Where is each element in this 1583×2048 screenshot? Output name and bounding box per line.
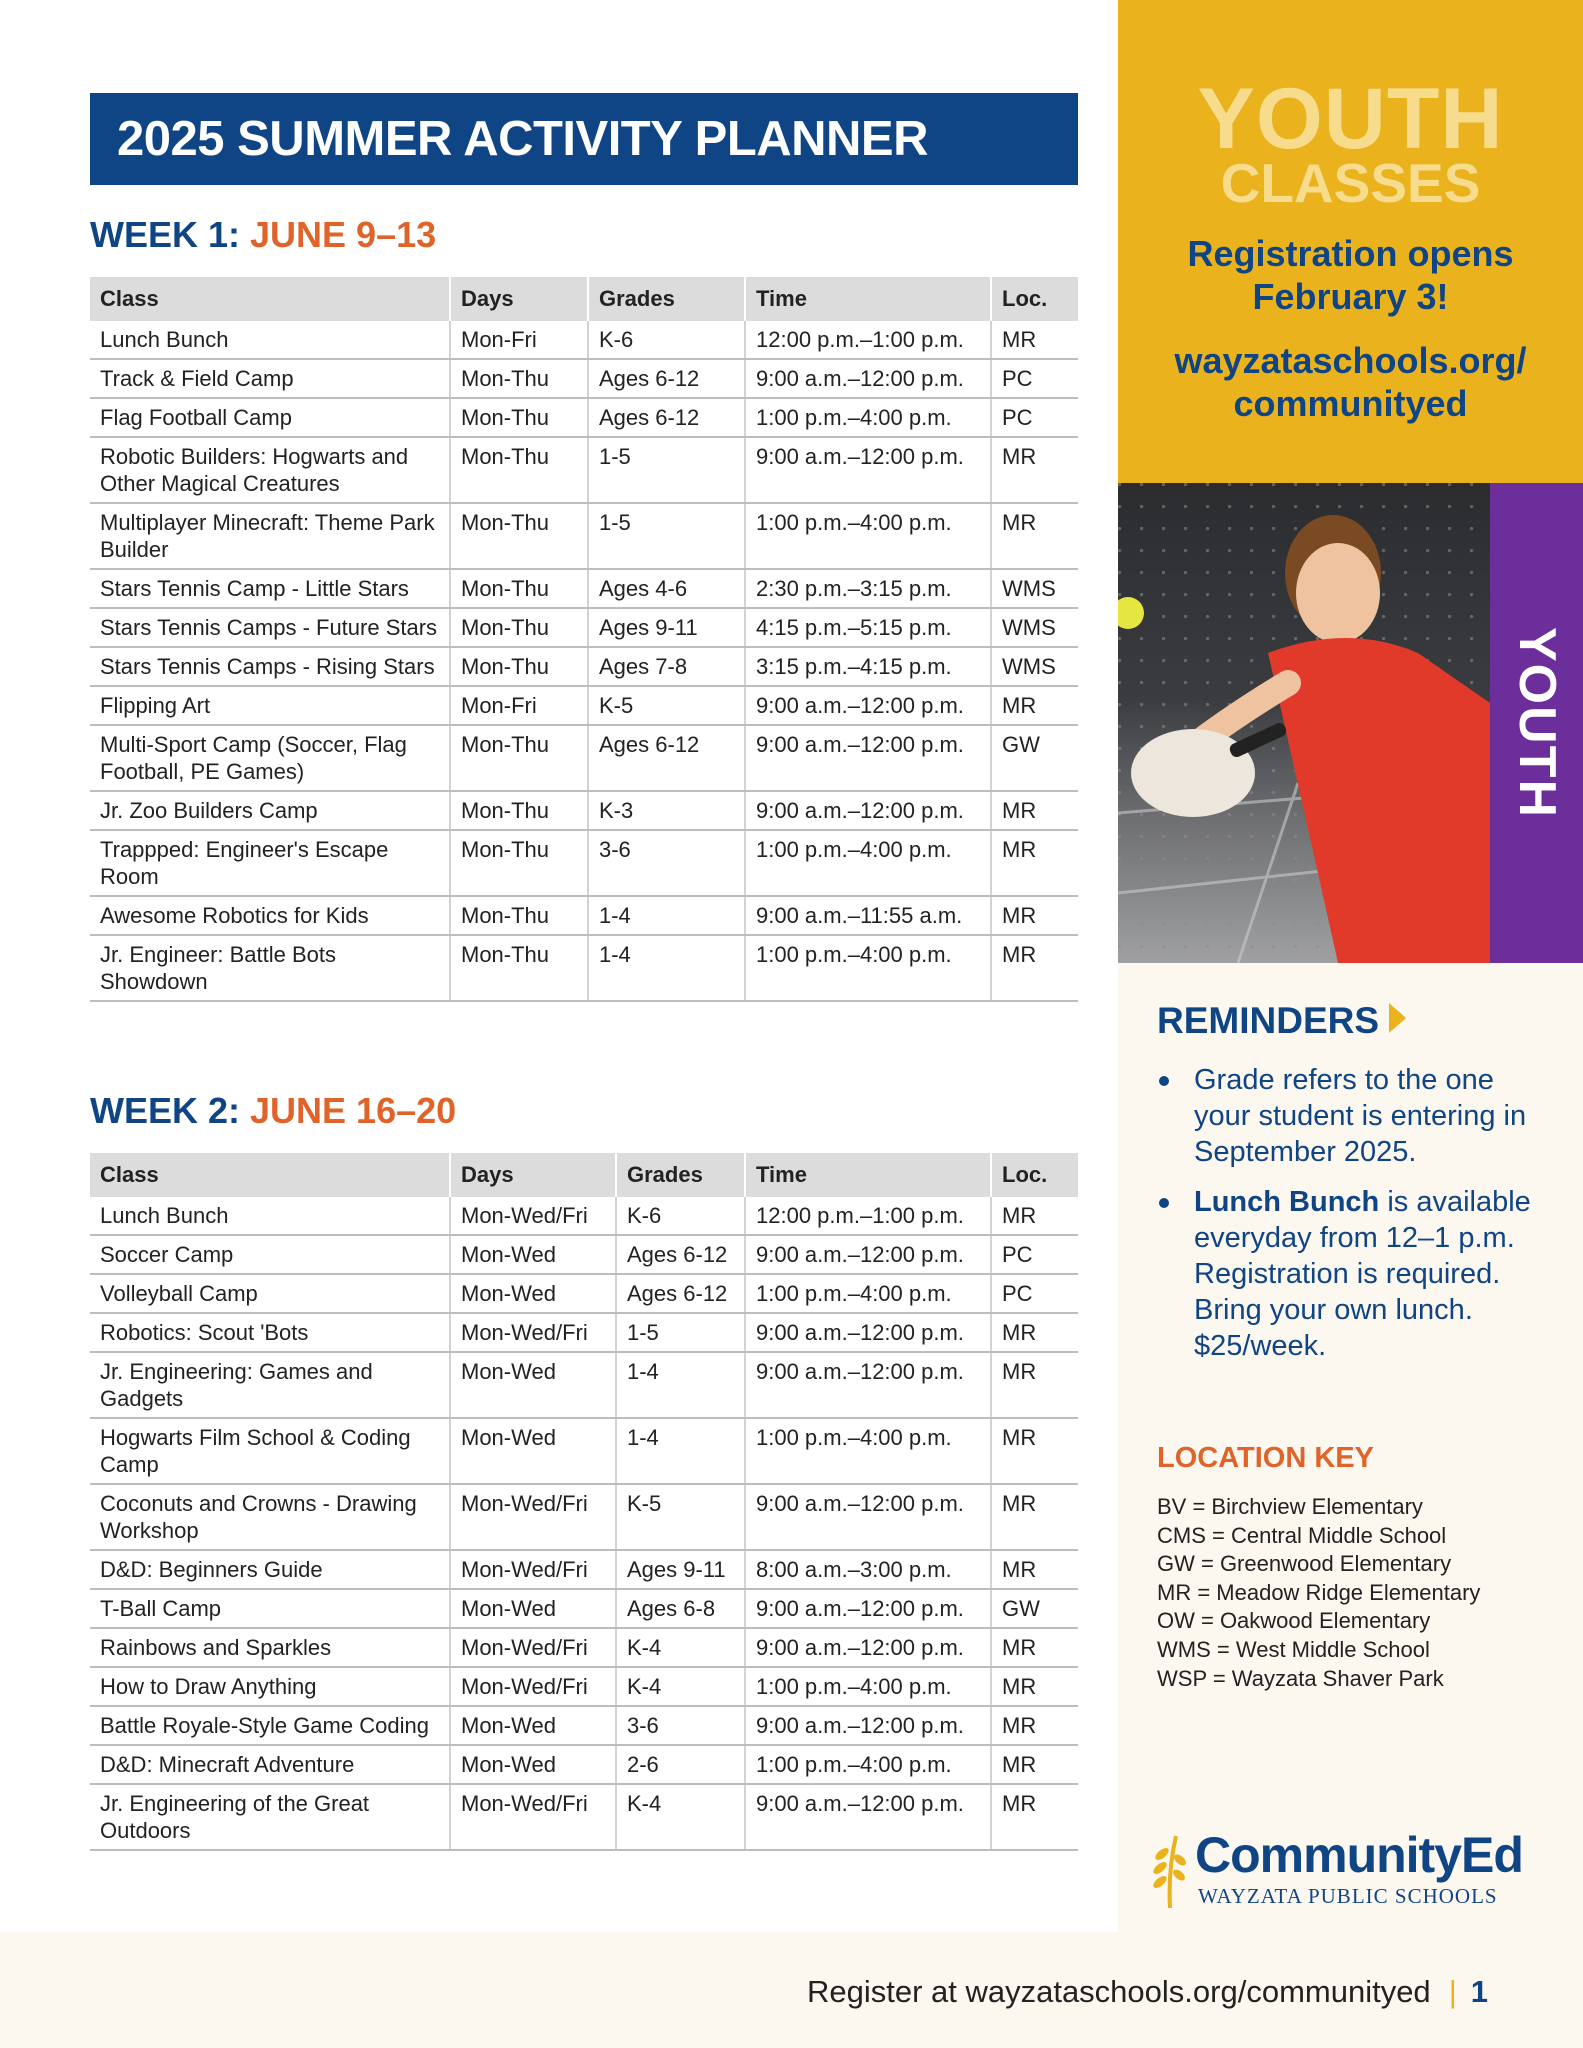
- location-item: CMS = Central Middle School: [1157, 1522, 1447, 1548]
- cell-time: 9:00 a.m.–12:00 p.m.: [745, 1352, 991, 1418]
- cell-grades: Ages 6-12: [588, 725, 745, 791]
- cell-class: How to Draw Anything: [90, 1667, 450, 1706]
- cell-class: Flag Football Camp: [90, 398, 450, 437]
- cell-grades: K-4: [616, 1667, 745, 1706]
- cell-grades: Ages 9-11: [588, 608, 745, 647]
- cell-days: Mon-Thu: [450, 437, 588, 503]
- week2-label: WEEK 2:: [90, 1090, 251, 1131]
- table-row: [90, 1235, 1078, 1274]
- cell-loc: MR: [991, 437, 1078, 503]
- location-item: WSP = Wayzata Shaver Park: [1157, 1665, 1444, 1691]
- location-key-heading: LOCATION KEY: [1157, 1442, 1374, 1474]
- cell-time: 9:00 a.m.–12:00 p.m.: [745, 686, 991, 725]
- cell-class: Jr. Engineering of the Great Outdoors: [90, 1784, 450, 1850]
- cell-class: Awesome Robotics for Kids: [90, 896, 450, 935]
- registration-url[interactable]: [1118, 339, 1583, 425]
- cell-time: 12:00 p.m.–1:00 p.m.: [745, 1197, 991, 1235]
- cell-grades: Ages 6-12: [588, 359, 745, 398]
- cell-class: Robotics: Scout 'Bots: [90, 1313, 450, 1352]
- reminders-list: [1157, 1062, 1557, 1378]
- table-header-row: [90, 1153, 1078, 1197]
- cell-days: Mon-Thu: [450, 647, 588, 686]
- cell-loc: PC: [991, 1235, 1078, 1274]
- table-row: [90, 1274, 1078, 1313]
- table-row: [90, 830, 1078, 896]
- table-row: [90, 569, 1078, 608]
- cell-grades: 2-6: [616, 1745, 745, 1784]
- table-row: [90, 686, 1078, 725]
- table-row: [90, 647, 1078, 686]
- youth-classes-panel: [1118, 0, 1583, 483]
- cell-grades: Ages 7-8: [588, 647, 745, 686]
- cell-days: Mon-Thu: [450, 896, 588, 935]
- cell-class: Hogwarts Film School & Coding Camp: [90, 1418, 450, 1484]
- location-key-list: [1157, 1493, 1480, 1693]
- cell-class: Stars Tennis Camp - Little Stars: [90, 569, 450, 608]
- url-line-1: wayzataschools.org/: [1174, 340, 1527, 381]
- cell-days: Mon-Wed/Fri: [450, 1484, 616, 1550]
- cell-class: Stars Tennis Camps - Future Stars: [90, 608, 450, 647]
- reminders-title: REMINDERS: [1157, 1000, 1380, 1041]
- table-row: [90, 725, 1078, 791]
- table-row: [90, 896, 1078, 935]
- cell-time: 9:00 a.m.–12:00 p.m.: [745, 359, 991, 398]
- cell-grades: K-5: [588, 686, 745, 725]
- community-ed-logo: [1148, 1826, 1548, 1916]
- cell-loc: MR: [991, 1550, 1078, 1589]
- cell-loc: PC: [991, 1274, 1078, 1313]
- ball-icon: [1118, 597, 1144, 629]
- week1-table: [90, 277, 1078, 1002]
- cell-class: Volleyball Camp: [90, 1274, 450, 1313]
- table-row: [90, 935, 1078, 1001]
- cell-time: 3:15 p.m.–4:15 p.m.: [745, 647, 991, 686]
- location-item: WMS = West Middle School: [1157, 1636, 1430, 1662]
- cell-loc: MR: [991, 1313, 1078, 1352]
- location-item: MR = Meadow Ridge Elementary: [1157, 1579, 1481, 1605]
- cell-days: Mon-Thu: [450, 791, 588, 830]
- cell-days: Mon-Wed/Fri: [450, 1667, 616, 1706]
- cell-days: Mon-Wed: [450, 1589, 616, 1628]
- cell-time: 9:00 a.m.–12:00 p.m.: [745, 1484, 991, 1550]
- table-row: [90, 1784, 1078, 1850]
- pickleball-player-illustration: [1118, 483, 1490, 963]
- col-header-time: Time: [745, 277, 991, 321]
- table-row: [90, 1484, 1078, 1550]
- cell-grades: Ages 4-6: [588, 569, 745, 608]
- cell-loc: MR: [991, 896, 1078, 935]
- cell-days: Mon-Wed: [450, 1706, 616, 1745]
- cell-loc: MR: [991, 1784, 1078, 1850]
- table-row: [90, 608, 1078, 647]
- cell-time: 9:00 a.m.–12:00 p.m.: [745, 437, 991, 503]
- youth-tab-label: YOUTH: [1507, 627, 1566, 819]
- cell-days: Mon-Wed: [450, 1274, 616, 1313]
- cell-loc: MR: [991, 1197, 1078, 1235]
- cell-time: 9:00 a.m.–12:00 p.m.: [745, 791, 991, 830]
- list-item: [1157, 1062, 1557, 1170]
- table-row: [90, 791, 1078, 830]
- cell-days: Mon-Wed/Fri: [450, 1313, 616, 1352]
- cell-loc: MR: [991, 791, 1078, 830]
- cell-time: 1:00 p.m.–4:00 p.m.: [745, 1667, 991, 1706]
- cell-time: 12:00 p.m.–1:00 p.m.: [745, 321, 991, 359]
- cell-loc: MR: [991, 321, 1078, 359]
- cell-days: Mon-Thu: [450, 725, 588, 791]
- logo-name: CommunityEd: [1195, 1827, 1523, 1883]
- cell-grades: 1-5: [588, 503, 745, 569]
- reminders-heading: [1157, 1000, 1406, 1042]
- cell-class: Flipping Art: [90, 686, 450, 725]
- cell-grades: Ages 6-8: [616, 1589, 745, 1628]
- cell-days: Mon-Wed: [450, 1745, 616, 1784]
- cell-grades: 3-6: [616, 1706, 745, 1745]
- col-header-days: Days: [450, 1153, 616, 1197]
- cell-days: Mon-Wed: [450, 1352, 616, 1418]
- cell-time: 9:00 a.m.–12:00 p.m.: [745, 1628, 991, 1667]
- cell-loc: MR: [991, 935, 1078, 1001]
- cell-loc: MR: [991, 1484, 1078, 1550]
- cell-class: D&D: Minecraft Adventure: [90, 1745, 450, 1784]
- cell-time: 1:00 p.m.–4:00 p.m.: [745, 398, 991, 437]
- table-row: [90, 398, 1078, 437]
- cell-class: Trappped: Engineer's Escape Room: [90, 830, 450, 896]
- page-number: 1: [1470, 1974, 1488, 2009]
- cell-loc: MR: [991, 1706, 1078, 1745]
- table-row: [90, 1745, 1078, 1784]
- cell-time: 9:00 a.m.–11:55 a.m.: [745, 896, 991, 935]
- cell-class: Jr. Zoo Builders Camp: [90, 791, 450, 830]
- registration-text: Registration opens February 3!: [1187, 233, 1514, 317]
- cell-class: T-Ball Camp: [90, 1589, 450, 1628]
- cell-days: Mon-Wed: [450, 1235, 616, 1274]
- cell-class: Battle Royale-Style Game Coding: [90, 1706, 450, 1745]
- cell-grades: Ages 9-11: [616, 1550, 745, 1589]
- footer-text: [807, 1974, 1488, 2010]
- cell-loc: WMS: [991, 569, 1078, 608]
- cell-loc: MR: [991, 686, 1078, 725]
- footer-separator: |: [1448, 1974, 1457, 2009]
- page-title: 2025 SUMMER ACTIVITY PLANNER: [90, 93, 1078, 185]
- table-header-row: [90, 277, 1078, 321]
- col-header-grades: Grades: [616, 1153, 745, 1197]
- cell-time: 9:00 a.m.–12:00 p.m.: [745, 1235, 991, 1274]
- cell-days: Mon-Thu: [450, 935, 588, 1001]
- cell-time: 2:30 p.m.–3:15 p.m.: [745, 569, 991, 608]
- cell-time: 1:00 p.m.–4:00 p.m.: [745, 935, 991, 1001]
- table-row: [90, 1628, 1078, 1667]
- registration-notice: [1118, 232, 1583, 318]
- week1-dates: JUNE 9–13: [250, 214, 437, 255]
- cell-loc: MR: [991, 1628, 1078, 1667]
- cell-grades: 1-4: [588, 896, 745, 935]
- cell-class: Track & Field Camp: [90, 359, 450, 398]
- table-row: [90, 437, 1078, 503]
- cell-grades: 1-4: [616, 1352, 745, 1418]
- bullet-icon: [1159, 1198, 1169, 1208]
- cell-days: Mon-Fri: [450, 686, 588, 725]
- location-item: BV = Birchview Elementary: [1157, 1494, 1423, 1519]
- cell-loc: PC: [991, 398, 1078, 437]
- classes-heading: CLASSES: [1220, 152, 1481, 214]
- cell-class: Coconuts and Crowns - Drawing Workshop: [90, 1484, 450, 1550]
- cell-grades: 1-4: [588, 935, 745, 1001]
- cell-grades: K-3: [588, 791, 745, 830]
- wheat-icon: [1148, 1830, 1188, 1910]
- cell-class: Rainbows and Sparkles: [90, 1628, 450, 1667]
- cell-class: Stars Tennis Camps - Rising Stars: [90, 647, 450, 686]
- cell-time: 1:00 p.m.–4:00 p.m.: [745, 830, 991, 896]
- cell-time: 4:15 p.m.–5:15 p.m.: [745, 608, 991, 647]
- url-line-2: communityed: [1233, 383, 1468, 424]
- cell-loc: PC: [991, 359, 1078, 398]
- cell-time: 1:00 p.m.–4:00 p.m.: [745, 1274, 991, 1313]
- table-row: [90, 1352, 1078, 1418]
- cell-days: Mon-Fri: [450, 321, 588, 359]
- cell-time: 9:00 a.m.–12:00 p.m.: [745, 725, 991, 791]
- cell-loc: MR: [991, 503, 1078, 569]
- cell-class: Jr. Engineer: Battle Bots Showdown: [90, 935, 450, 1001]
- cell-grades: K-5: [616, 1484, 745, 1550]
- cell-grades: 1-5: [588, 437, 745, 503]
- cell-loc: MR: [991, 1667, 1078, 1706]
- cell-class: Lunch Bunch: [90, 321, 450, 359]
- cell-grades: K-4: [616, 1784, 745, 1850]
- cell-days: Mon-Thu: [450, 398, 588, 437]
- youth-side-tab: [1490, 483, 1583, 963]
- cell-time: 9:00 a.m.–12:00 p.m.: [745, 1589, 991, 1628]
- footer-register-link[interactable]: Register at wayzataschools.org/communityed: [806, 1974, 1431, 2009]
- table-row: [90, 1550, 1078, 1589]
- table-row: [90, 1418, 1078, 1484]
- cell-loc: WMS: [991, 647, 1078, 686]
- cell-days: Mon-Thu: [450, 359, 588, 398]
- cell-days: Mon-Thu: [450, 830, 588, 896]
- table-row: [90, 1667, 1078, 1706]
- list-item: [1157, 1184, 1557, 1364]
- reminder-lunch-bold: Lunch Bunch: [1194, 1186, 1380, 1218]
- week1-heading: [90, 214, 436, 256]
- cell-days: Mon-Thu: [450, 569, 588, 608]
- cell-grades: Ages 6-12: [588, 398, 745, 437]
- col-header-grades: Grades: [588, 277, 745, 321]
- reminder-grade: Grade refers to the one your student is entering in September 2025.: [1194, 1064, 1527, 1168]
- cell-grades: K-4: [616, 1628, 745, 1667]
- table-row: [90, 1197, 1078, 1235]
- cell-grades: K-6: [588, 321, 745, 359]
- cell-class: Jr. Engineering: Games and Gadgets: [90, 1352, 450, 1418]
- cell-time: 1:00 p.m.–4:00 p.m.: [745, 503, 991, 569]
- cell-grades: Ages 6-12: [616, 1274, 745, 1313]
- cell-class: Lunch Bunch: [90, 1197, 450, 1235]
- cell-days: Mon-Wed/Fri: [450, 1197, 616, 1235]
- reminder-lunch: is available everyday from 12–1 p.m. Registration is required. Bring your own lunch. $25/week.: [1194, 1186, 1531, 1362]
- cell-grades: 1-5: [616, 1313, 745, 1352]
- triangle-arrow-icon: [1389, 1003, 1406, 1033]
- cell-time: 9:00 a.m.–12:00 p.m.: [745, 1313, 991, 1352]
- cell-grades: K-6: [616, 1197, 745, 1235]
- cell-loc: GW: [991, 1589, 1078, 1628]
- cell-time: 9:00 a.m.–12:00 p.m.: [745, 1784, 991, 1850]
- table-row: [90, 1706, 1078, 1745]
- pickleball-photo: [1118, 483, 1490, 963]
- cell-days: Mon-Wed/Fri: [450, 1550, 616, 1589]
- youth-heading: YOUTH: [1197, 71, 1504, 167]
- page-footer: [0, 1932, 1583, 2048]
- week1-label: WEEK 1:: [90, 214, 251, 255]
- cell-loc: MR: [991, 1745, 1078, 1784]
- week2-heading: [90, 1090, 456, 1132]
- table-row: [90, 503, 1078, 569]
- cell-class: D&D: Beginners Guide: [90, 1550, 450, 1589]
- cell-class: Multi-Sport Camp (Soccer, Flag Football, PE Games): [90, 725, 450, 791]
- cell-loc: MR: [991, 1418, 1078, 1484]
- cell-grades: 3-6: [588, 830, 745, 896]
- cell-loc: GW: [991, 725, 1078, 791]
- cell-loc: MR: [991, 1352, 1078, 1418]
- cell-time: 1:00 p.m.–4:00 p.m.: [745, 1745, 991, 1784]
- col-header-days: Days: [450, 277, 588, 321]
- week2-table: [90, 1153, 1078, 1851]
- cell-loc: WMS: [991, 608, 1078, 647]
- col-header-loc: Loc.: [991, 1153, 1078, 1197]
- cell-class: Robotic Builders: Hogwarts and Other Magical Creatures: [90, 437, 450, 503]
- cell-grades: Ages 6-12: [616, 1235, 745, 1274]
- location-item: GW = Greenwood Elementary: [1157, 1551, 1452, 1577]
- table-row: [90, 1313, 1078, 1352]
- week2-dates: JUNE 16–20: [250, 1090, 457, 1131]
- table-row: [90, 359, 1078, 398]
- cell-days: Mon-Wed: [450, 1418, 616, 1484]
- location-item: OW = Oakwood Elementary: [1157, 1608, 1431, 1634]
- cell-loc: MR: [991, 830, 1078, 896]
- cell-grades: 1-4: [616, 1418, 745, 1484]
- table-row: [90, 321, 1078, 359]
- cell-time: 1:00 p.m.–4:00 p.m.: [745, 1418, 991, 1484]
- cell-days: Mon-Wed/Fri: [450, 1628, 616, 1667]
- cell-time: 8:00 a.m.–3:00 p.m.: [745, 1550, 991, 1589]
- col-header-class: Class: [90, 1153, 450, 1197]
- logo-subtitle: WAYZATA PUBLIC SCHOOLS: [1198, 1884, 1498, 1908]
- bullet-icon: [1159, 1076, 1169, 1086]
- cell-class: Multiplayer Minecraft: Theme Park Builder: [90, 503, 450, 569]
- col-header-time: Time: [745, 1153, 991, 1197]
- cell-time: 9:00 a.m.–12:00 p.m.: [745, 1706, 991, 1745]
- table-row: [90, 1589, 1078, 1628]
- cell-days: Mon-Wed/Fri: [450, 1784, 616, 1850]
- col-header-loc: Loc.: [991, 277, 1078, 321]
- cell-days: Mon-Thu: [450, 608, 588, 647]
- col-header-class: Class: [90, 277, 450, 321]
- cell-days: Mon-Thu: [450, 503, 588, 569]
- cell-class: Soccer Camp: [90, 1235, 450, 1274]
